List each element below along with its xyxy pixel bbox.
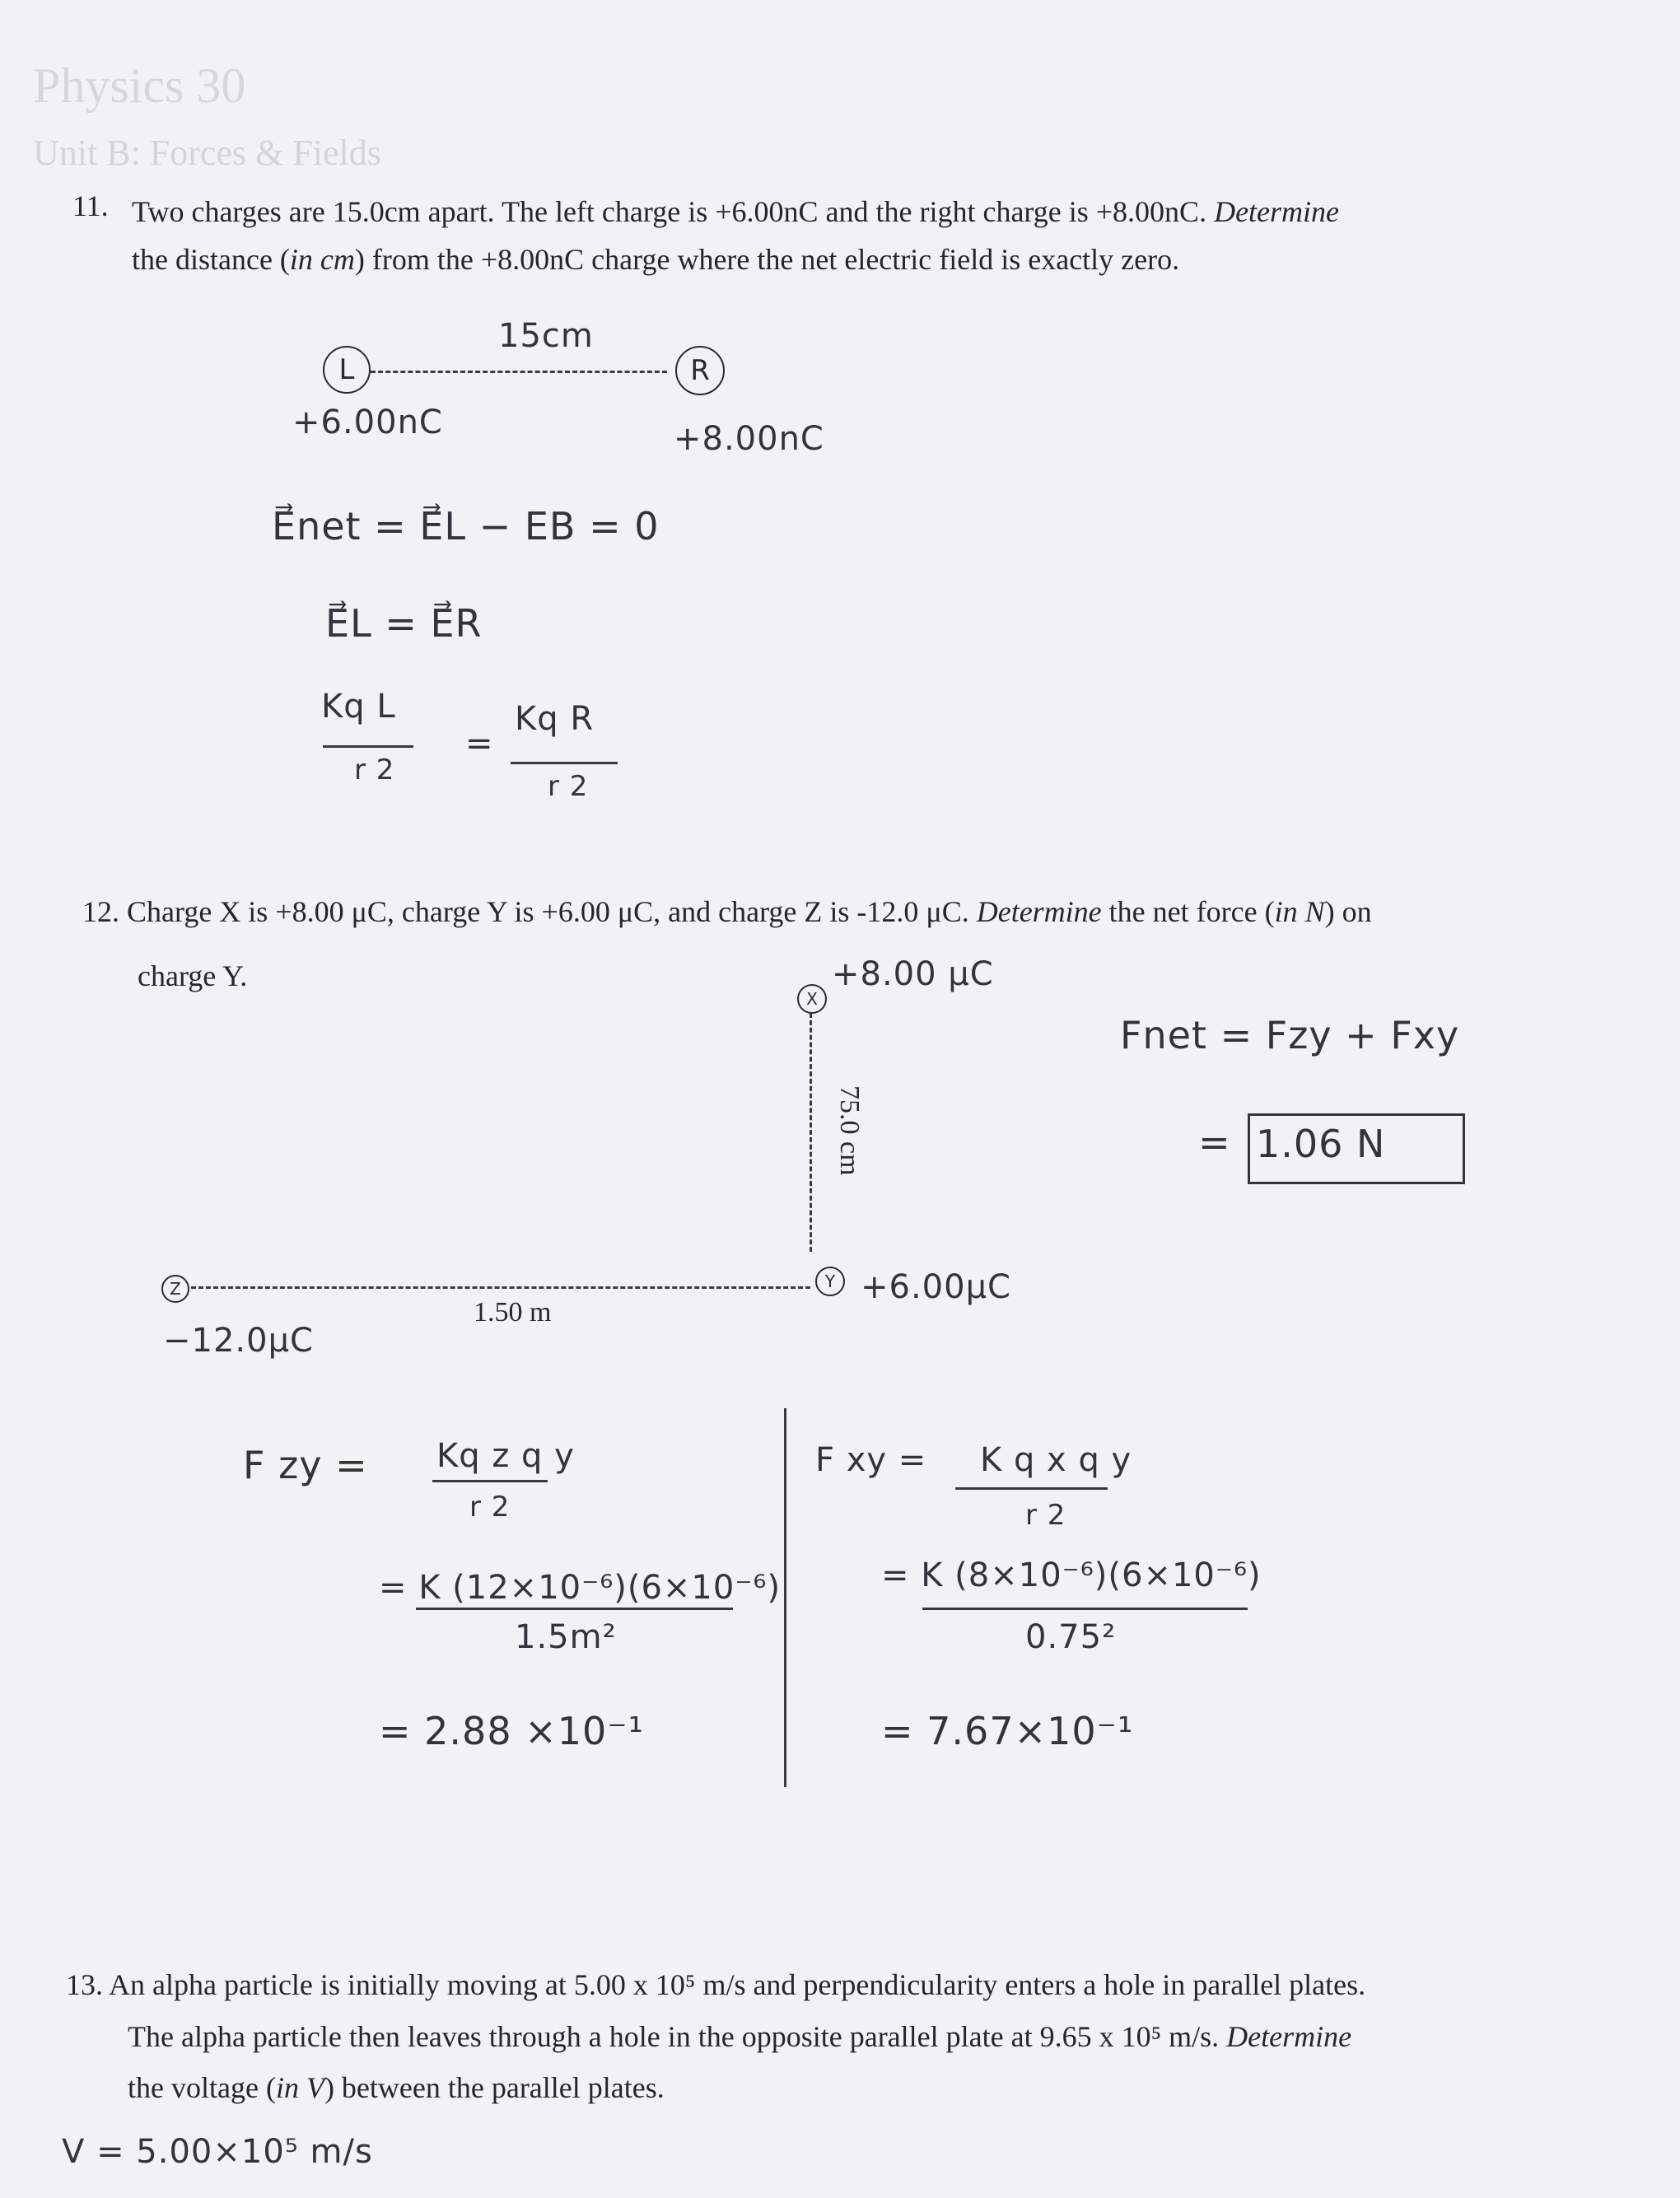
bleed-through-header: Physics 30 (33, 58, 246, 113)
fxy-substitution: = K (8×10⁻⁶)(6×10⁻⁶) (881, 1556, 1262, 1594)
fxy-num: K q x q y (980, 1441, 1132, 1479)
q13-keyword: Determine (1226, 2020, 1352, 2053)
fxy-lhs: F xy = (815, 1441, 927, 1479)
q13-text-line3: the voltage (in V) between the parallel plates. (128, 2071, 665, 2104)
q13-text-line1: 13. An alpha particle is initially moving at 5.00 x 10⁵ m/s and perpendicularity enters a hole in parallel plates. (66, 1968, 1366, 2001)
q12-number: 12. (82, 895, 119, 928)
xy-distance-label: 75.0 cm (834, 1085, 865, 1176)
fxy-sub-den: 0.75² (1025, 1618, 1117, 1656)
q11-text-line1 (132, 191, 1548, 232)
fxy-den: r 2 (1025, 1499, 1066, 1532)
charge-x-circle: X (797, 984, 827, 1014)
answer-value: 1.06 N (1256, 1122, 1386, 1166)
q11-frac-left-den: r 2 (354, 754, 395, 786)
q11-frac-right-bar (511, 762, 618, 764)
fzy-bar (432, 1480, 548, 1482)
zy-dashed-line (191, 1286, 810, 1289)
zy-distance-label: 1.50 m (474, 1297, 552, 1328)
charge-z-circle: Z (161, 1275, 189, 1303)
q11-number: 11. (72, 189, 109, 222)
q11-frac-equals: = (465, 725, 494, 763)
fzy-sub-den: 1.5m² (515, 1618, 617, 1656)
q11-separation-line (371, 371, 667, 373)
fxy-bar (955, 1487, 1108, 1490)
q11-keyword: Determine (1214, 195, 1340, 228)
xy-dashed-line (810, 1013, 812, 1252)
q11-frac-left-bar (323, 745, 413, 748)
fzy-num: Kq z q y (436, 1437, 575, 1475)
q11-right-charge-circle: R (675, 346, 725, 395)
q11-left-charge-circle: L (323, 346, 371, 394)
fzy-lhs: F zy = (243, 1443, 368, 1487)
charge-z-value: −12.0μC (163, 1322, 314, 1360)
fxy-result: = 7.67×10⁻¹ (881, 1709, 1134, 1753)
fzy-substitution: = K (12×10⁻⁶)(6×10⁻⁶) (379, 1569, 782, 1607)
answer-equals: = (1198, 1120, 1231, 1164)
q11-eq-net-field: E⃗net = E⃗L − EB = 0 (272, 504, 660, 548)
fxy-sub-bar (922, 1608, 1248, 1610)
q11-eq-equal-fields: E⃗L = E⃗R (325, 601, 483, 646)
fzy-result: = 2.88 ×10⁻¹ (379, 1709, 645, 1753)
q12-text-line1: 12. Charge X is +8.00 μC, charge Y is +6.00 μC, and charge Z is -12.0 μC. Determine the net force (in N) on (82, 895, 1372, 928)
bleed-through-unit: Unit B: Forces & Fields (33, 133, 381, 173)
q11-line1: Two charges are 15.0cm apart. The left charge is +6.00nC and the right charge is +8.00nC. (132, 195, 1207, 228)
q12-keyword: Determine (976, 895, 1102, 928)
q11-separation: 15cm (498, 317, 594, 355)
fzy-den: r 2 (469, 1491, 511, 1524)
q13-text-line2: The alpha particle then leaves through a hole in the opposite parallel plate at 9.65 x 10⁵ m/s. Determine (128, 2020, 1352, 2053)
charge-x-value: +8.00 μC (832, 955, 994, 993)
q11-frac-left-num: Kq L (321, 688, 396, 726)
charge-y-value: +6.00μC (861, 1268, 1011, 1306)
q13-number: 13. (66, 1968, 103, 2001)
q11-left-charge-value: +6.00nC (292, 404, 443, 441)
fnet-equation: Fnet = Fzy + Fxy (1120, 1013, 1460, 1057)
q13-work-start: V = 5.00×10⁵ m/s (62, 2133, 373, 2171)
q11-frac-right-den: r 2 (548, 770, 589, 803)
q12-text-line2: charge Y. (138, 959, 248, 992)
working-divider (784, 1408, 786, 1787)
charge-y-circle: Y (815, 1267, 845, 1296)
q11-text-line2: the distance (in cm) from the +8.00nC charge where the net electric field is exactly zero. (132, 243, 1180, 276)
q11-right-charge-value: +8.00nC (674, 420, 824, 458)
fzy-sub-bar (416, 1608, 733, 1610)
q11-frac-right-num: Kq R (515, 700, 595, 738)
